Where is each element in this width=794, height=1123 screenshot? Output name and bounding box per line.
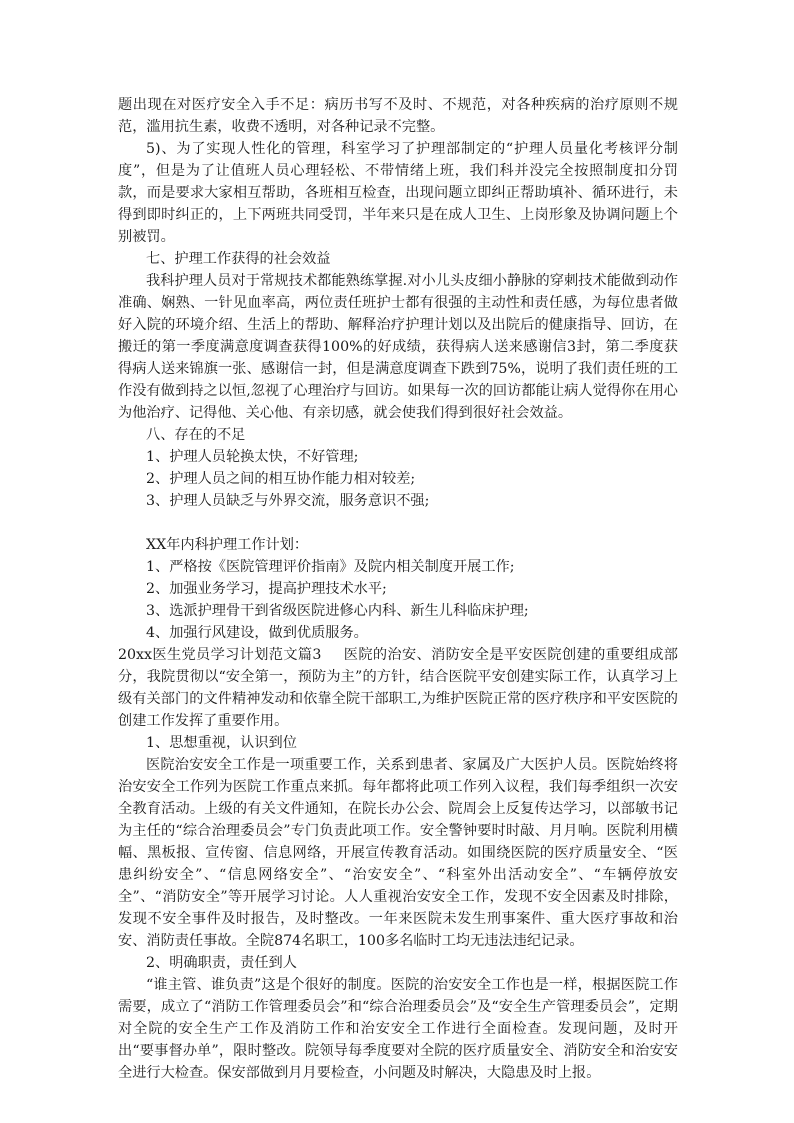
section-3-paragraph — [118, 644, 678, 732]
paragraph-responsibility: “谁主管、谁负责”这是个很好的制度。医院的治安安全工作也是一样，根据医院工作需要，成立了“消防工作管理委员会”和“综合治理委员会”及“安全生产管理委员会”，定期对全院的安全生产工作及消防工作和治安安全工作进行全面检查。发现问题，及时开出“要事督办单”，限时整改。院领导每季度要对全院的医疗质量安全、消防安全和治安安全进行大检查。保安部做到月月要检查，小问题及时解决，大隐患及时上报。 — [118, 977, 678, 1081]
plan-item: 3、选派护理骨干到省级医院进修心内科、新生儿科临床护理; — [146, 603, 529, 619]
document-page — [118, 94, 678, 1084]
plan-title: XX年内科护理工作计划： — [146, 537, 309, 553]
paragraph-social-benefit: 我科护理人员对于常规技术都能熟练掌握.对小儿头皮细小静脉的穿刺技术能做到动作准确、娴熟、一针见血率高，两位责任班护士都有很强的主动性和责任感，为每位患者做好入院的环境介绍、生活上的帮助、解释治疗护理计划以及出院后的健康指导、回访，在搬迁的第一季度满意度调查获得100%的好成绩，获得病人送来感谢信3封，第二季度获得病人送来锦旗一张、感谢信一封，但是满意度调查下跌到75%，说明了我们责任班的工作没有做到持之以恒,忽视了心理治疗与回访。如果每一次的回访都能让病人觉得你在用心为他治疗、记得他、关心他、有亲切感，就会使我们得到很好社会效益。 — [118, 273, 678, 421]
subheading-2: 2、明确职责，责任到人 — [146, 955, 297, 971]
list-item: 2、护理人员之间的相互协作能力相对较差; — [146, 471, 416, 487]
paragraph-security-work: 医院治安安全工作是一项重要工作，关系到患者、家属及广大医护人员。医院始终将治安安全工作列为医院工作重点来抓。每年都将此项工作列入议程，我们每季组织一次安全教育活动。上级的有关文件通知，在院长办公会、院周会上反复传达学习，以部敏书记为主任的“综合治理委员会”专门负责此项工作。安全警钟要时时敲、月月响。医院利用横幅、黑板报、宣传窗、信息网络，开展宣传教育活动。如围绕医院的医疗质量安全、“医患纠纷安全”、“信息网络安全”、“治安安全”、“科室外出活动安全”、“车辆停放安全”、“消防安全”等开展学习讨论。人人重视治安安全工作，发现不安全因素及时排除，发现不安全事件及时报告，及时整改。一年来医院未发生刑事案件、重大医疗事故和治安、消防责任事故。全院874名职工，100多名临时工均无违法违纪记录。 — [118, 757, 678, 949]
paragraph-continuation: 题出现在对医疗安全入手不足：病历书写不及时、不规范，对各种疾病的治疗原则不规范，滥用抗生素，收费不透明，对各种记录不完整。 — [118, 97, 678, 135]
section-heading-8: 八、存在的不足 — [146, 427, 246, 443]
subheading-1: 1、思想重视，认识到位 — [146, 735, 297, 751]
list-item: 3、护理人员缺乏与外界交流，服务意识不强; — [146, 493, 430, 509]
section-heading-7: 七、护理工作获得的社会效益 — [146, 251, 331, 267]
plan-item: 4、加强行风建设，做到优质服务。 — [146, 625, 368, 641]
section-3-body: 医院的治安、消防安全是平安医院创建的重要组成部分，我院贯彻以“安全第一，预防为主”的方针，结合医院平安创建实际工作，认真学习上级有关部门的文件精神发动和依靠全院干部职工,为维护医院正常的医疗秩序和平安医院的创建工作发挥了重要作用。 — [118, 647, 678, 729]
plan-item: 2、加强业务学习，提高护理技术水平; — [146, 581, 387, 597]
blank-line — [118, 512, 678, 534]
section-3-heading: 20xx医生党员学习计划范文篇3 — [118, 647, 322, 663]
plan-item: 1、严格按《医院管理评价指南》及院内相关制度开展工作; — [146, 559, 515, 575]
list-item: 1、护理人员轮换太快，不好管理; — [146, 449, 359, 465]
paragraph-item-5: 5)、为了实现人性化的管理，科室学习了护理部制定的“护理人员量化考核评分制度”，但是为了让值班人员心理轻松、不带情绪上班，我们科并没完全按照制度扣分罚款，而是要求大家相互帮助，各班相互检查，出现问题立即纠正帮助填补、循环进行，未得到即时纠正的，上下两班共同受罚，半年来只是在成人卫生、上岗形象及协调问题上个别被罚。 — [118, 141, 678, 245]
